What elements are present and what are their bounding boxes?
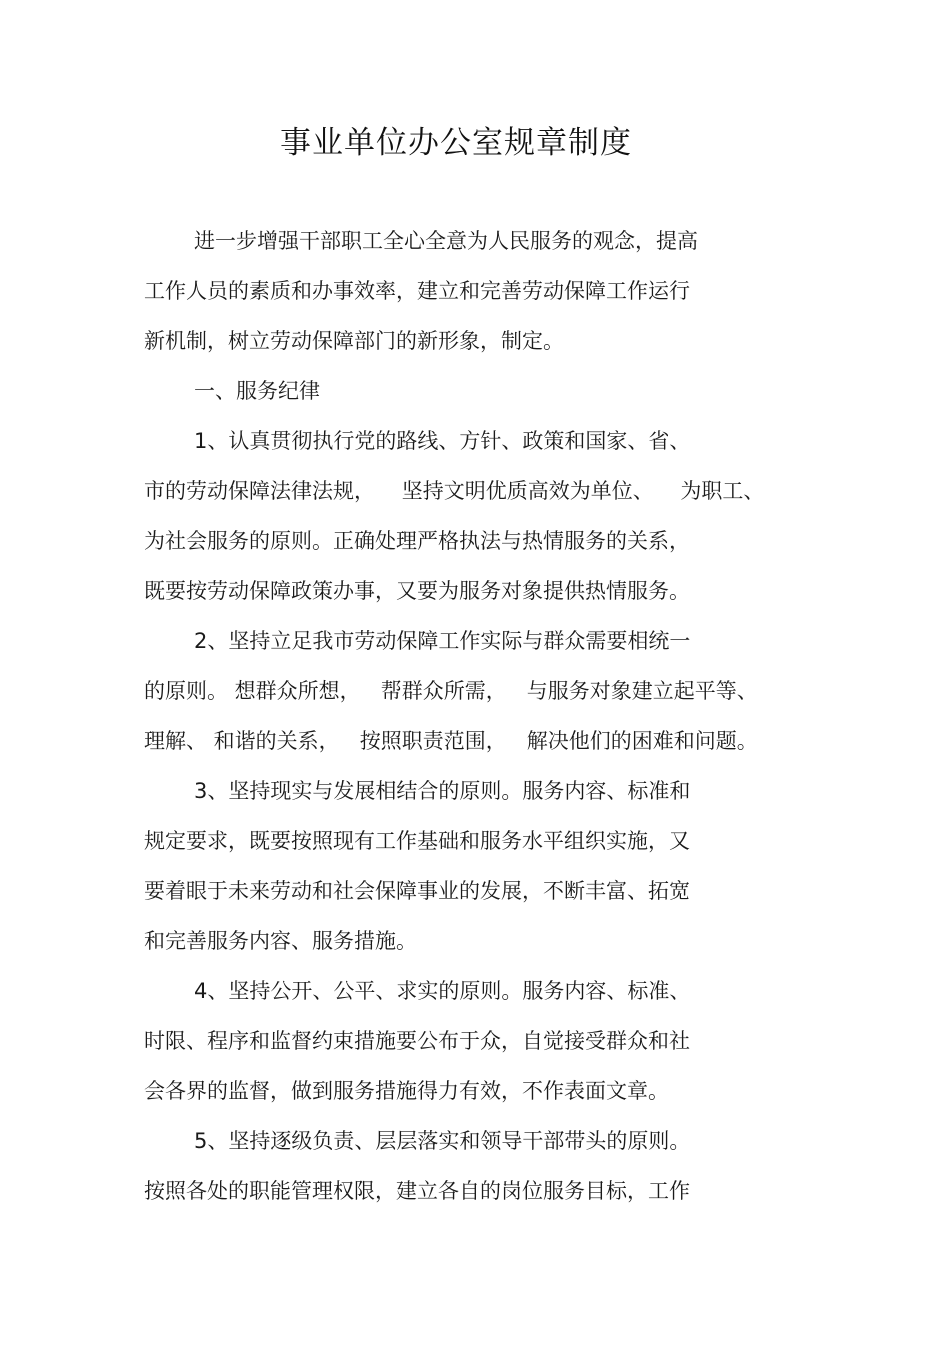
- paragraph-line: 为社会服务的原则。正确处理严格执法与热情服务的关系，: [144, 529, 690, 553]
- paragraph-line: 进一步增强干部职工全心全意为人民服务的观念，提高: [194, 229, 698, 253]
- paragraph-line: 时限、程序和监督约束措施要公布于众，自觉接受群众和社: [144, 1029, 690, 1053]
- paragraph-line: 既要按劳动保障政策办事，又要为服务对象提供热情服务。: [144, 579, 690, 603]
- paragraph-line: 和完善服务内容、服务措施。: [144, 929, 417, 953]
- paragraph-line: 1、认真贯彻执行党的路线、方针、政策和国家、省、: [194, 429, 691, 453]
- document-body: [144, 216, 824, 1216]
- document-title: 事业单位办公室规章制度: [280, 125, 632, 161]
- section-heading: 一、服务纪律: [194, 379, 320, 403]
- paragraph-line: 会各界的监督，做到服务措施得力有效，不作表面文章。: [144, 1079, 669, 1103]
- paragraph-line: 市的劳动保障法律法规， 坚持文明优质高效为单位、 为职工、: [144, 479, 765, 503]
- paragraph-line: 5、坚持逐级负责、层层落实和领导干部带头的原则。: [194, 1129, 691, 1153]
- paragraph-line: 要着眼于未来劳动和社会保障事业的发展，不断丰富、拓宽: [144, 879, 690, 903]
- paragraph-line: 4、坚持公开、公平、求实的原则。服务内容、标准、: [194, 979, 691, 1003]
- paragraph-line: 2、坚持立足我市劳动保障工作实际与群众需要相统一: [194, 629, 691, 653]
- paragraph-line: 按照各处的职能管理权限，建立各自的岗位服务目标，工作: [144, 1179, 690, 1203]
- paragraph-line: 规定要求，既要按照现有工作基础和服务水平组织实施，又: [144, 829, 690, 853]
- paragraph-line: 理解、 和谐的关系， 按照职责范围， 解决他们的困难和问题。: [144, 729, 758, 753]
- paragraph-line: 的原则。 想群众所想， 帮群众所需， 与服务对象建立起平等、: [144, 679, 758, 703]
- paragraph-line: 工作人员的素质和办事效率，建立和完善劳动保障工作运行: [144, 279, 690, 303]
- paragraph-line: 新机制，树立劳动保障部门的新形象，制定。: [144, 329, 564, 353]
- paragraph-line: 3、坚持现实与发展相结合的原则。服务内容、标准和: [194, 779, 691, 803]
